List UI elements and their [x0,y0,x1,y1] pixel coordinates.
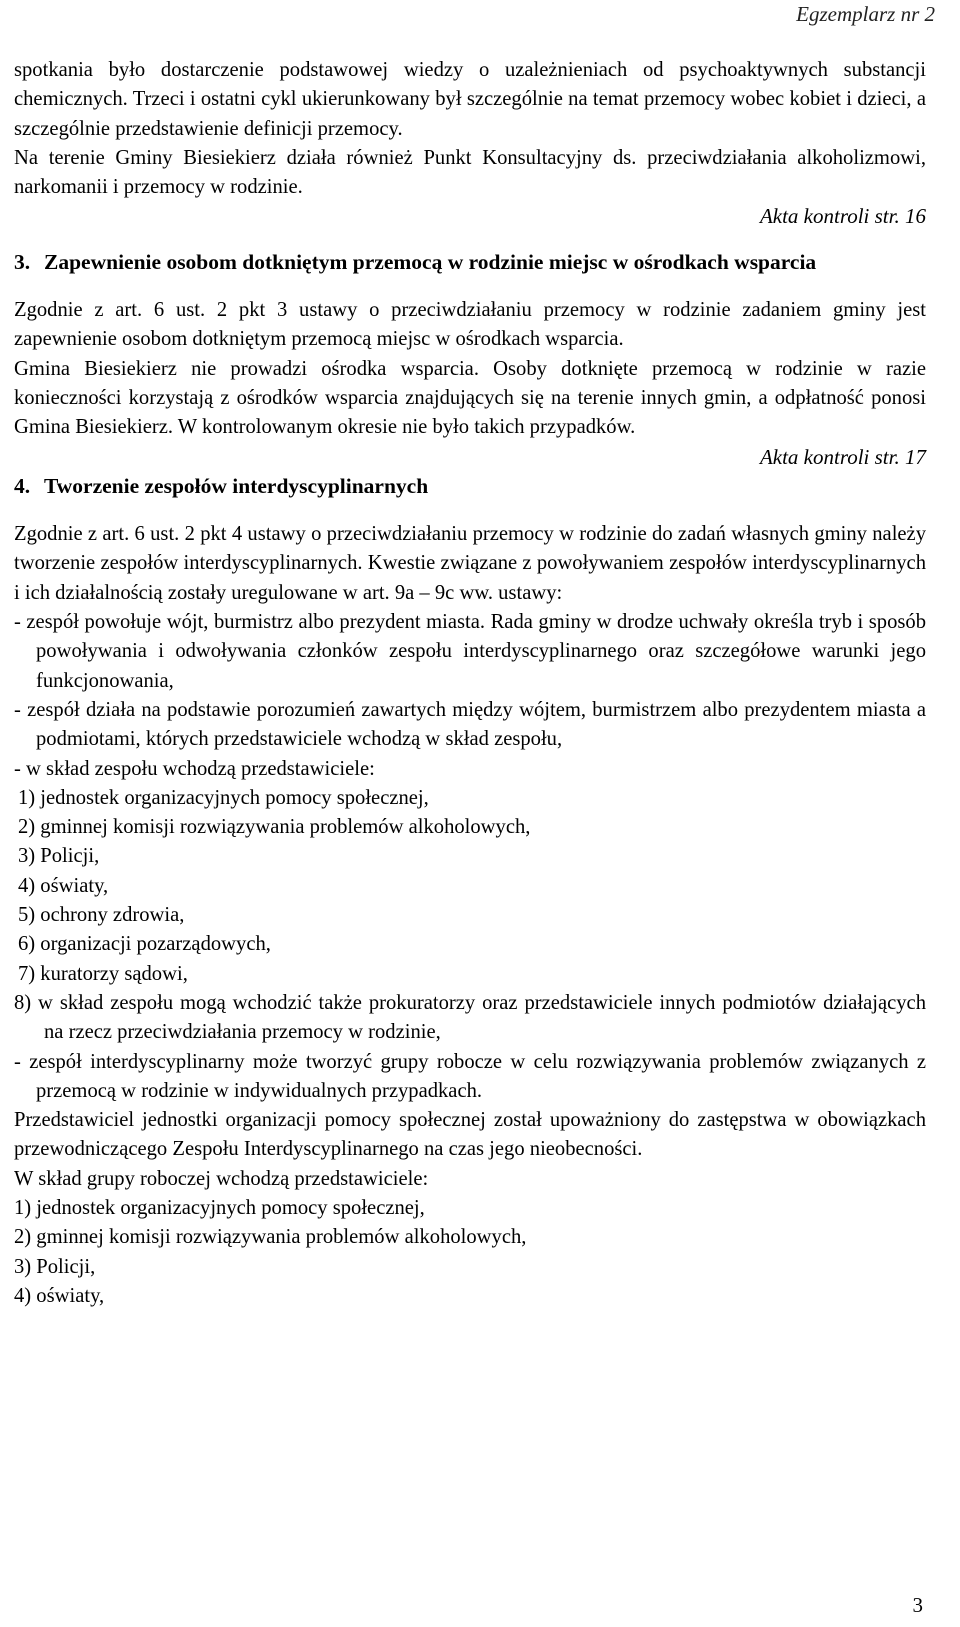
member-item: 1) jednostek organizacyjnych pomocy społecznej, [18,786,429,809]
member-item: 5) ochrony zdrowia, [18,904,185,927]
section-4-title: Tworzenie zespołów interdyscyplinarnych [44,473,429,498]
section-3-heading [14,248,926,277]
working-group-item: 1) jednostek organizacyjnych pomocy społecznej, [14,1196,425,1219]
bullet-item: - zespół powołuje wójt, burmistrz albo prezydent miasta. Rada gminy w drodze uchwały określa tryb i sposób powoływania i odwoływania członków zespołu interdyscyplinarnego oraz szczegółowe warunki jego funkcjonowania, [14,611,926,692]
page-body [14,56,926,1311]
page-number: 3 [912,1593,923,1617]
working-group-item: 4) oświaty, [14,1284,105,1307]
member-item: 6) organizacji pozarządowych, [18,933,271,956]
copy-number-header: Egzemplarz nr 2 [796,2,935,26]
section-4-paragraph-1: Zgodnie z art. 6 ust. 2 pkt 4 ustawy o przeciwdziałaniu przemocy w rodzinie do zadań własnych gminy należy tworzenie zespołów interdyscyplinarnych. Kwestie związane z powoływaniem zespołów interdyscyplinarnych i ich działalnością zostały uregulowane w art. 9a – 9c ww. ustawy: [14,523,926,604]
file-reference-16: Akta kontroli str. 16 [759,204,926,229]
section-4-paragraph-2: Przedstawiciel jednostki organizacji pomocy społecznej został upoważniony do zastępstwa w obowiązkach przewodniczącego Zespołu Interdyscyplinarnego na czas jego nieobecności. [14,1109,926,1161]
intro-paragraph-1: spotkania było dostarczenie podstawowej wiedzy o uzależnieniach od psychoaktywnych substancji chemicznych. Trzeci i ostatni cykl ukierunkowany był szczególnie na temat przemocy wobec kobiet i dzieci, a szczególnie przedstawienie definicji przemocy. [14,59,926,140]
member-item: 3) Policji, [18,845,100,868]
member-item: 2) gminnej komisji rozwiązywania problemów alkoholowych, [18,816,531,839]
bullet-item: - zespół działa na podstawie porozumień zawartych między wójtem, burmistrzem albo prezydentem miasta a podmiotami, których przedstawiciele wchodzą w skład zespołu, [14,698,926,751]
member-item: 4) oświaty, [18,874,109,897]
section-3-number: 3. [14,249,31,274]
working-group-item: 3) Policji, [14,1255,96,1278]
bullet-item: - zespół interdyscyplinarny może tworzyć grupy robocze w celu rozwiązywania problemów związanych z przemocą w rodzinie w indywidualnych przypadkach. [14,1050,926,1102]
section-4-number: 4. [14,473,31,498]
section-4-heading [14,472,926,501]
section-3-paragraph-1: Zgodnie z art. 6 ust. 2 pkt 3 ustawy o przeciwdziałaniu przemocy w rodzinie zadaniem gminy jest zapewnienie osobom dotkniętym przemocą miejsc w ośrodkach wsparcia. [14,299,926,351]
intro-paragraph-2: Na terenie Gminy Biesiekierz działa również Punkt Konsultacyjny ds. przeciwdziałania alkoholizmowi, narkomanii i przemocy w rodzinie. [14,146,926,199]
section-3-paragraph-2: Gmina Biesiekierz nie prowadzi ośrodka wsparcia. Osoby dotknięte przemocą w rodzinie w razie konieczności korzystają z ośrodków wsparcia znajdujących się na terenie innych gmin, a odpłatność ponosi Gmina Biesiekierz. W kontrolowanym okresie nie było takich przypadków. [14,357,926,439]
member-item: 8) w skład zespołu mogą wchodzić także prokuratorzy oraz przedstawiciele innych podmiotów działających na rzecz przeciwdziałania przemocy w rodzinie, [14,991,926,1044]
file-reference-17: Akta kontroli str. 17 [759,444,926,469]
bullet-item: - w skład zespołu wchodzą przedstawiciele: [14,757,375,780]
member-item: 7) kuratorzy sądowi, [18,962,188,985]
working-group-item: 2) gminnej komisji rozwiązywania problemów alkoholowych, [14,1226,527,1249]
section-3-title: Zapewnienie osobom dotkniętym przemocą w rodzinie miejsc w ośrodkach wsparcia [44,249,817,274]
section-4-paragraph-3: W skład grupy roboczej wchodzą przedstawiciele: [14,1167,429,1190]
